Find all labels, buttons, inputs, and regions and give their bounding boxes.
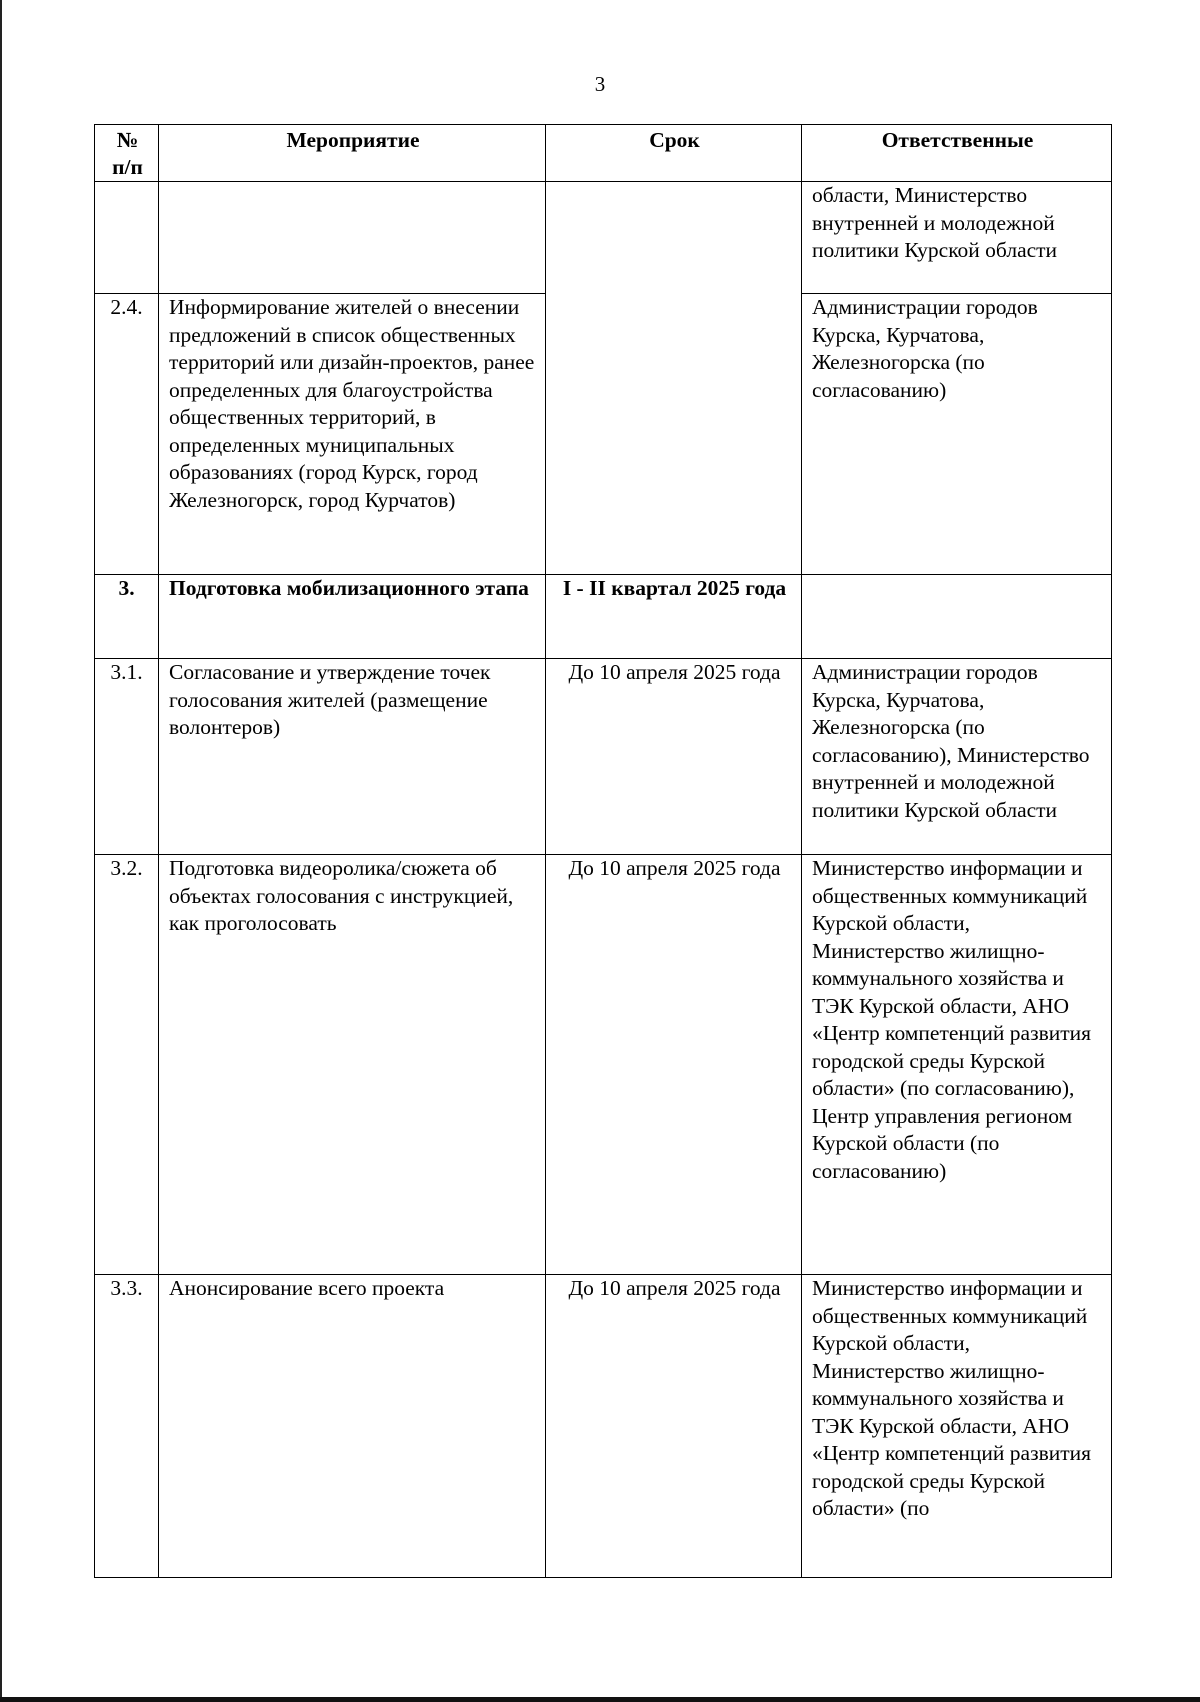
table-row bbox=[95, 182, 1112, 294]
row-term: До 10 апреля 2025 года bbox=[546, 659, 802, 855]
section-term: I - II квартал 2025 года bbox=[546, 575, 802, 659]
row-num bbox=[95, 182, 159, 294]
row-term: До 10 апреля 2025 года bbox=[546, 855, 802, 1275]
row-num: 3.2. bbox=[95, 855, 159, 1275]
row-term bbox=[546, 182, 802, 575]
section-title: Подготовка мобилизационного этапа bbox=[159, 575, 546, 659]
row-num: 3.3. bbox=[95, 1275, 159, 1578]
scan-left-edge bbox=[0, 0, 2, 1702]
table-row bbox=[95, 1275, 1112, 1578]
page-number: 3 bbox=[594, 72, 606, 96]
table-header-row bbox=[95, 125, 1112, 182]
row-event bbox=[159, 182, 546, 294]
row-num: 2.4. bbox=[95, 294, 159, 575]
header-responsible: Ответственные bbox=[802, 125, 1112, 182]
row-responsible: Администрации городов Курска, Курчатова, Железногорска (по согласованию), Министерство внутренней и молодежной политики Курской области bbox=[802, 659, 1112, 855]
row-event: Информирование жителей о внесении предложений в список общественных территорий или дизайн-проектов, ранее определенных для благоустройства общественных территорий, в определенных муниципальных образованиях (город Курск, город Железногорск, город Курчатов) bbox=[159, 294, 546, 575]
row-event: Анонсирование всего проекта bbox=[159, 1275, 546, 1578]
row-responsible: Министерство информации и общественных коммуникаций Курской области, Министерство жилищно-коммунального хозяйства и ТЭК Курской области, АНО «Центр компетенций развития городской среды Курской области» (по bbox=[802, 1275, 1112, 1578]
row-event: Согласование и утверждение точек голосования жителей (размещение волонтеров) bbox=[159, 659, 546, 855]
row-event: Подготовка видеоролика/сюжета об объектах голосования с инструкцией, как проголосовать bbox=[159, 855, 546, 1275]
header-event: Мероприятие bbox=[159, 125, 546, 182]
section-responsible bbox=[802, 575, 1112, 659]
row-num: 3.1. bbox=[95, 659, 159, 855]
row-responsible: Администрации городов Курска, Курчатова, Железногорска (по согласованию) bbox=[802, 294, 1112, 575]
header-num: № п/п bbox=[95, 125, 159, 182]
row-term: До 10 апреля 2025 года bbox=[546, 1275, 802, 1578]
section-num: 3. bbox=[95, 575, 159, 659]
section-row bbox=[95, 575, 1112, 659]
scan-bottom-edge bbox=[0, 1697, 1200, 1702]
row-responsible: Министерство информации и общественных коммуникаций Курской области, Министерство жилищно-коммунального хозяйства и ТЭК Курской области, АНО «Центр компетенций развития городской среды Курской области» (по согласованию), Центр управления регионом Курской области (по согласованию) bbox=[802, 855, 1112, 1275]
row-responsible: области, Министерство внутренней и молодежной политики Курской области bbox=[802, 182, 1112, 294]
event-plan-table bbox=[94, 124, 1112, 1578]
header-term: Срок bbox=[546, 125, 802, 182]
table-row bbox=[95, 855, 1112, 1275]
table-row bbox=[95, 659, 1112, 855]
